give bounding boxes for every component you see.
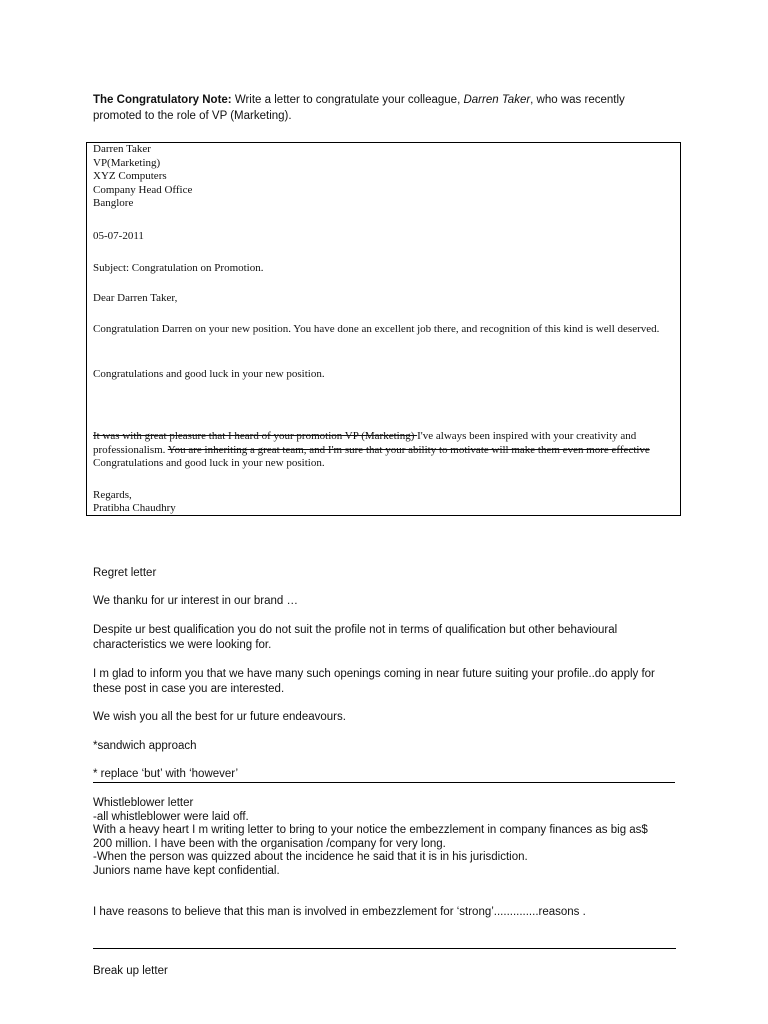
section-divider-1 — [93, 782, 675, 783]
whistleblower-line-3: -When the person was quizzed about the incidence he said that it is in his jurisdiction. — [93, 851, 528, 863]
address-line-3: XYZ Computers — [93, 170, 167, 182]
congratulatory-letter-box — [86, 142, 681, 516]
whistleblower-line-1: -all whistleblower were laid off. — [93, 810, 249, 823]
whistleblower-line-2: With a heavy heart I m writing letter to bring to your notice the embezzlement in company finances as big as$ 200 million. I have been with the organisation /company for very long. — [93, 824, 648, 850]
paragraph-3-text-2: Congratulations and good luck in your new position. — [93, 457, 325, 469]
letter-signature: Pratibha Chaudhry — [93, 502, 176, 514]
whistleblower-title: Whistleblower letter — [93, 797, 194, 809]
regret-title: Regret letter — [93, 567, 157, 579]
whistleblower-reasons: I have reasons to believe that this man is involved in embezzlement for ‘strong’..............reasons . — [93, 906, 586, 918]
letter-date: 05-07-2011 — [93, 230, 144, 242]
whistleblower-line-4: Juniors name have kept confidential. — [93, 864, 280, 877]
regret-paragraph-4: We wish you all the best for ur future endeavours. — [93, 711, 346, 723]
letter-paragraph-2: Congratulations and good luck in your new position. — [93, 368, 325, 380]
whistleblower-letter — [93, 797, 683, 878]
address-line-5: Banglore — [93, 197, 134, 209]
regret-paragraph-1: We thanku for ur interest in our brand … — [93, 595, 298, 607]
regret-paragraph-3: I m glad to inform you that we have many such openings coming in near future suiting your profile..do apply for these post in case you are interested. — [93, 668, 655, 695]
letter-salutation: Dear Darren Taker, — [93, 292, 178, 304]
intro-text-before: Write a letter to congratulate your colleague, — [231, 94, 464, 106]
intro-name: Darren Taker — [463, 94, 531, 106]
address-line-1: Darren Taker — [93, 143, 151, 155]
breakup-title: Break up letter — [93, 965, 168, 977]
section-divider-2 — [93, 948, 676, 949]
letter-paragraph-3 — [93, 430, 673, 471]
letter-subject: Subject: Congratulation on Promotion. — [93, 262, 264, 274]
regret-note-sandwich: *sandwich approach — [93, 740, 197, 752]
struck-text-2: You are inheriting a great team, and I'm sure that your ability to motivate will make them even more effective — [167, 443, 650, 456]
paragraph-3-text-1: I've always been inspired with your creativity and professionalism. — [93, 430, 637, 456]
intro-heading: The Congratulatory Note: — [93, 94, 232, 106]
letter-closing: Regards, — [93, 489, 132, 501]
intro-text-after: , who was recently promoted to the role of VP (Marketing). — [93, 94, 625, 122]
regret-paragraph-2: Despite ur best qualification you do not suit the profile not in terms of qualification but other behavioural characteristics we were looking for. — [93, 624, 618, 651]
address-line-4: Company Head Office — [93, 184, 193, 196]
regret-note-replace: * replace ‘but’ with ‘however’ — [93, 768, 239, 780]
address-line-2: VP(Marketing) — [93, 157, 161, 169]
intro-paragraph — [93, 92, 673, 124]
letter-paragraph-1: Congratulation Darren on your new position. You have done an excellent job there, and recognition of this kind is well deserved. — [93, 323, 660, 335]
struck-text-1: It was with great pleasure that I heard of your promotion VP (Marketing) — [93, 430, 418, 442]
